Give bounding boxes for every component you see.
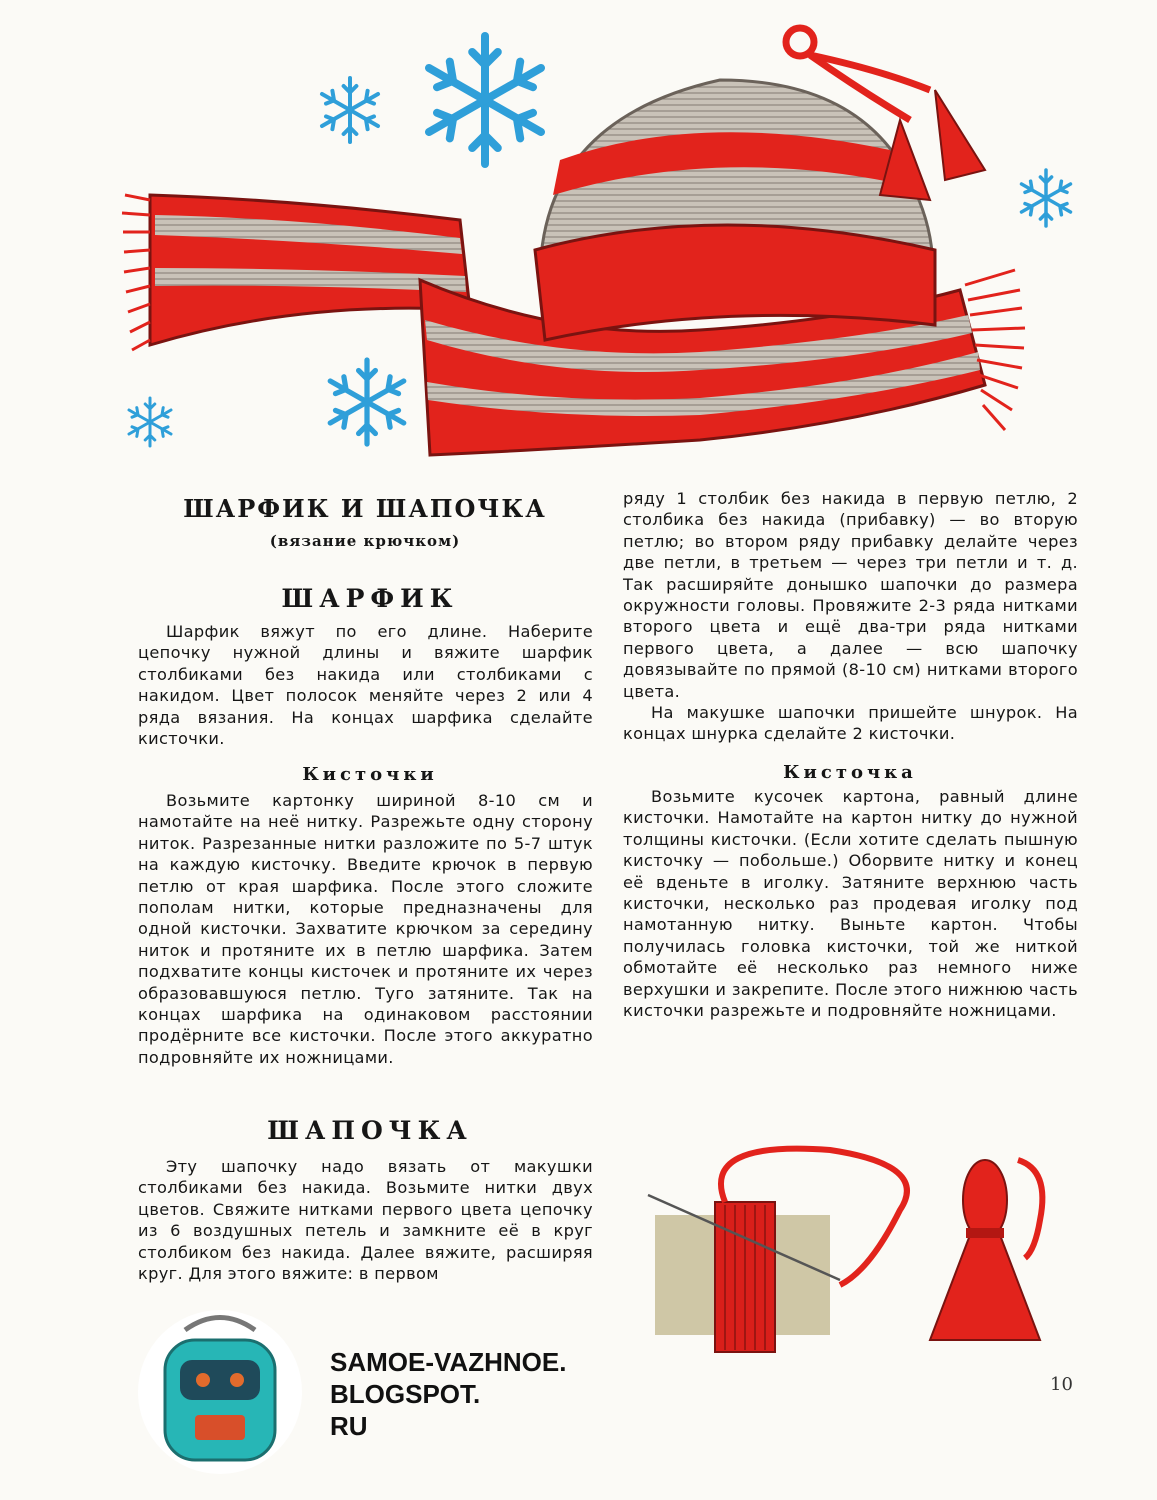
hat [535,28,985,340]
scarf-left [122,195,470,350]
scarf-heading: ШАРФИК [281,584,459,613]
page-subtitle: (вязание крючком) [269,532,461,550]
watermark-line-2: BLOGSPOT. [330,1379,481,1409]
page-title: ШАРФИК И ШАПОЧКА [183,494,547,523]
snowflake-icon [429,36,541,164]
tassel-heading: Кисточка [783,762,917,783]
page-number: 10 [1050,1374,1073,1395]
snowflake-icon [322,78,378,142]
hat-section [138,1156,593,1284]
tassels-text: Возьмите картонку шириной 8-10 см и намотайте на неё нитку. Разрежьте одну сторону ниток. Разрезанные нитки разложите по 5-7 штук на каждую кисточку. Введите крючок в первую петлю от края шарфика. После этого сложите пополам нитки, которые предназначены для одной кисточки. Захватите крючком за середину ниток и протяните их в петлю шарфика. Затем подхватите концы кисточек и протяните их через образовавшуюся петлю. Туго затяните. Так на концах шарфика на одинаковом расстоянии продёрните все кисточки. После этого аккуратно подровняйте их ножницами. [138,791,593,1067]
tassel-section [623,786,1078,1021]
snowflake-icon [330,360,404,444]
tassel-text: Возьмите кусочек картона, равный длине кисточки. Намотайте на картон нитку до нужной толщины кисточки. (Если хотите сделать пышную кисточку — побольше.) Оборвите нитку и конец её вденьте в иголку. Затяните верхнюю часть кисточки, несколько раз продевая иголку под намотанную нитку. Выньте картон. Чтобы получилась головка кисточки, той же ниткой обмотайте её несколько раз немного ниже верхушки и закрепите. После этого нижнюю часть кисточки разрежьте и подровняйте ножницами. [623,787,1078,1021]
hat-cord-text: На макушке шапочки пришейте шнурок. На концах шнурка сделайте 2 кисточки. [623,703,1078,744]
hat-text-continued: ряду 1 столбик без накида в первую петлю, 2 столбика без накида (прибавку) — во вторую петлю; во втором ряду прибавку делайте через две петли, в третьем — через три петли и т. д. Так расширяйте донышко шапочки до размера окружности головы. Провяжите 2-3 ряда нитками второго цвета и ещё два-три ряда нитками первого цвета, а далее — всю шапочку довязывайте по прямой (8-10 см) нитками второго цвета. [623,489,1078,701]
scarf-text: Шарфик вяжут по его длине. Наберите цепочку нужной длины и вяжите шарфик столбиками без накида или столбиками с накидом. Цвет полосок меняйте через 2 или 4 ряда вязания. На концах шарфика сделайте кисточки. [138,622,593,749]
hat-heading: ШАПОЧКА [267,1116,473,1145]
scarf-section [138,621,593,749]
snowflake-icon [129,398,171,446]
watermark [330,1346,566,1442]
tassels-section [138,790,593,1068]
scarf-and-hat-illustration [0,0,1157,480]
tassels-heading: Кисточки [302,764,438,785]
finished-tassel [930,1235,1040,1340]
watermark-line-3: RU [330,1411,368,1441]
hat-section-continued [623,488,1078,745]
tassel-making-illustration [630,1140,1070,1355]
snowflake-icon [1022,170,1071,226]
robot-toy-icon [135,1300,305,1480]
watermark-line-1: SAMOE-VAZHNOE. [330,1347,567,1377]
hat-text: Эту шапочку надо вязать от макушки столбиками без накида. Возьмите нитки двух цветов. Свяжите нитками первого цвета цепочку из 6 воздушных петель и замкните её в круг столбиком без накида. Далее вяжите, расширяя круг. Для этого вяжите: в первом [138,1157,593,1284]
